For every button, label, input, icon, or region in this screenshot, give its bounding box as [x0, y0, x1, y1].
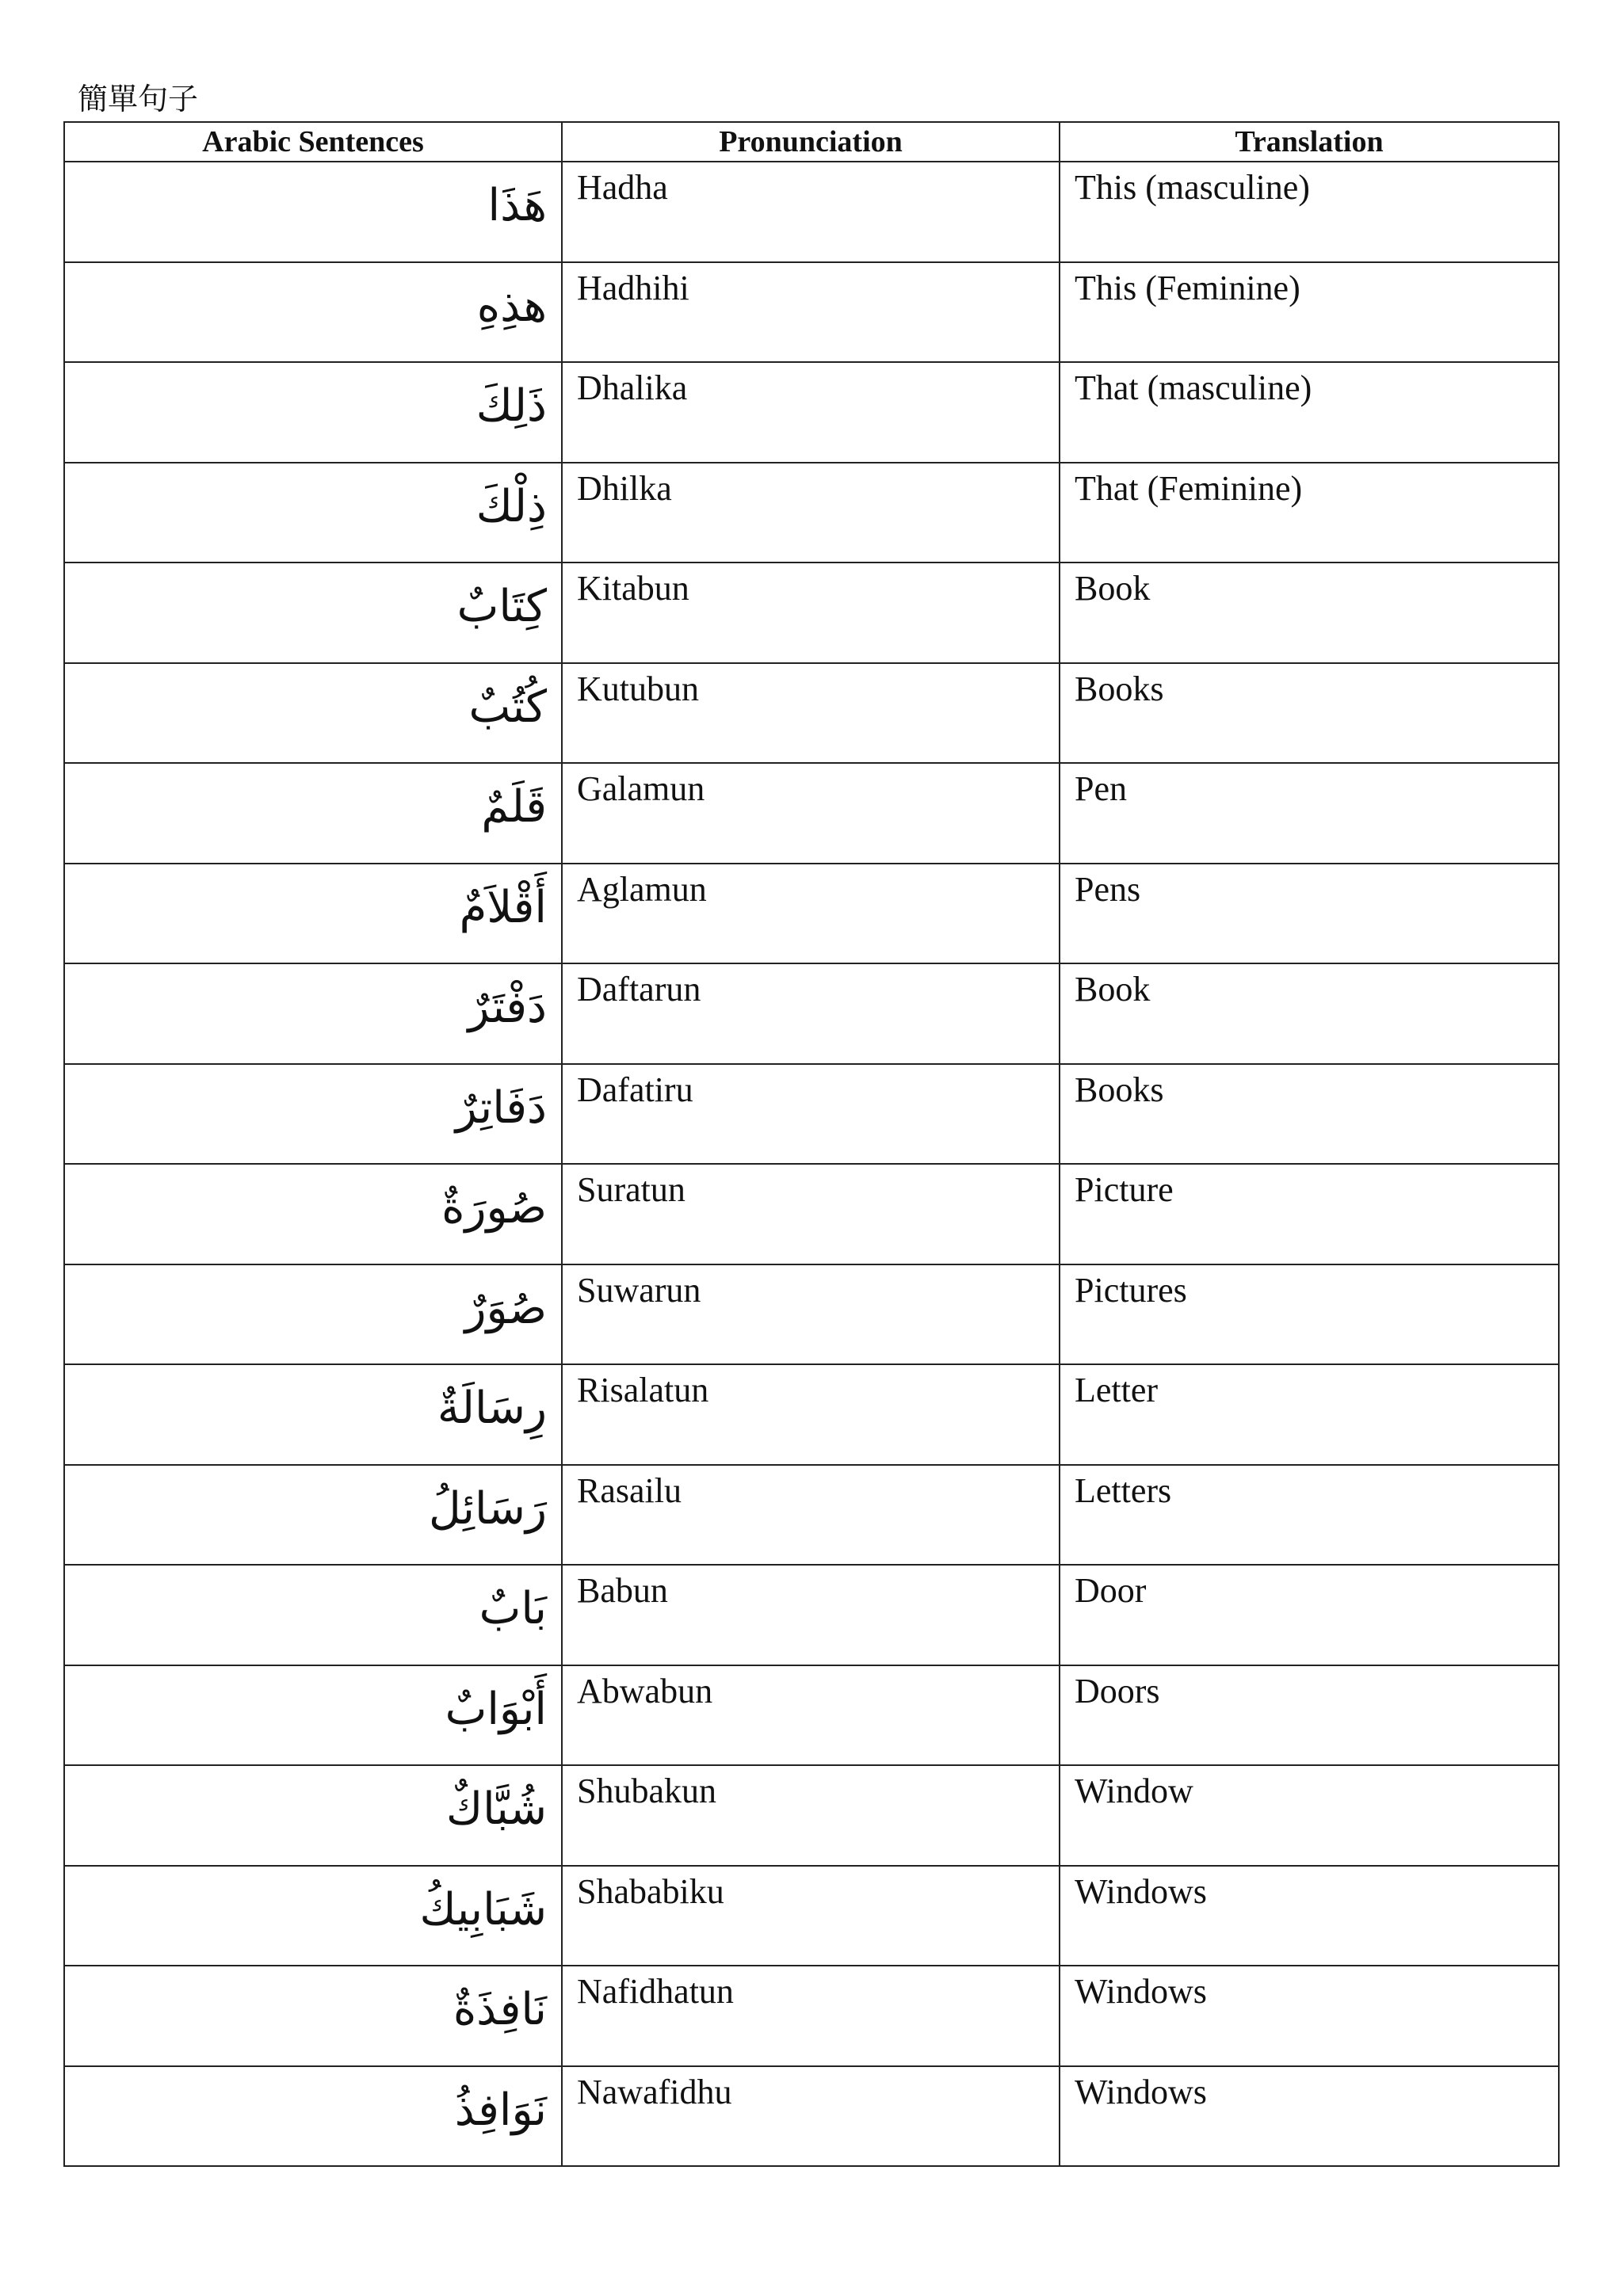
arabic-word-cell: رِسَالَةٌ [64, 1364, 562, 1465]
translation-cell: Letter [1060, 1364, 1559, 1465]
arabic-word-cell: دَفَاتِرٌ [64, 1064, 562, 1165]
arabic-word-cell: نَوَافِذُ [64, 2066, 562, 2167]
arabic-word-cell: هذِهِ [64, 262, 562, 363]
table-row [64, 1064, 1559, 1165]
table-row [64, 162, 1559, 262]
table-row [64, 663, 1559, 764]
table-row [64, 463, 1559, 563]
table-body [64, 162, 1559, 2166]
translation-cell: This (masculine) [1060, 162, 1559, 262]
table-row [64, 1665, 1559, 1766]
table-row [64, 1765, 1559, 1866]
pronunciation-cell: Daftarun [562, 963, 1060, 1064]
translation-cell: Books [1060, 663, 1559, 764]
table-row [64, 763, 1559, 864]
translation-cell: Windows [1060, 1866, 1559, 1966]
translation-cell: Books [1060, 1064, 1559, 1165]
translation-cell: That (Feminine) [1060, 463, 1559, 563]
table-row [64, 1465, 1559, 1566]
pronunciation-cell: Aglamun [562, 864, 1060, 964]
translation-cell: Door [1060, 1565, 1559, 1665]
pronunciation-cell: Kitabun [562, 563, 1060, 663]
table-row [64, 864, 1559, 964]
arabic-word-cell: كِتَابٌ [64, 563, 562, 663]
table-row [64, 1164, 1559, 1264]
translation-cell: Book [1060, 563, 1559, 663]
table-row [64, 1264, 1559, 1365]
table-row [64, 1866, 1559, 1966]
arabic-word-cell: أَبْوَابٌ [64, 1665, 562, 1766]
header-arabic-sentences: Arabic Sentences [64, 122, 562, 162]
table-row [64, 362, 1559, 463]
pronunciation-cell: Babun [562, 1565, 1060, 1665]
pronunciation-cell: Dhalika [562, 362, 1060, 463]
pronunciation-cell: Shubakun [562, 1765, 1060, 1866]
translation-cell: Pens [1060, 864, 1559, 964]
pronunciation-cell: Galamun [562, 763, 1060, 864]
pronunciation-cell: Shababiku [562, 1866, 1060, 1966]
pronunciation-cell: Risalatun [562, 1364, 1060, 1465]
arabic-word-cell: صُوَرٌ [64, 1264, 562, 1365]
translation-cell: Pictures [1060, 1264, 1559, 1365]
translation-cell: Doors [1060, 1665, 1559, 1766]
pronunciation-cell: Nafidhatun [562, 1966, 1060, 2066]
arabic-word-cell: رَسَائِلُ [64, 1465, 562, 1566]
header-translation: Translation [1060, 122, 1559, 162]
header-pronunciation: Pronunciation [562, 122, 1060, 162]
table-row [64, 1966, 1559, 2066]
arabic-word-cell: بَابٌ [64, 1565, 562, 1665]
translation-cell: This (Feminine) [1060, 262, 1559, 363]
pronunciation-cell: Hadha [562, 162, 1060, 262]
translation-cell: Letters [1060, 1465, 1559, 1566]
translation-cell: Picture [1060, 1164, 1559, 1264]
vocabulary-table [63, 121, 1560, 2167]
translation-cell: That (masculine) [1060, 362, 1559, 463]
pronunciation-cell: Abwabun [562, 1665, 1060, 1766]
pronunciation-cell: Dhilka [562, 463, 1060, 563]
arabic-word-cell: شَبَابِيكُ [64, 1866, 562, 1966]
arabic-word-cell: ذِلْكَ [64, 463, 562, 563]
pronunciation-cell: Kutubun [562, 663, 1060, 764]
pronunciation-cell: Nawafidhu [562, 2066, 1060, 2167]
table-header [64, 122, 1559, 162]
pronunciation-cell: Dafatiru [562, 1064, 1060, 1165]
translation-cell: Book [1060, 963, 1559, 1064]
arabic-word-cell: نَافِذَةٌ [64, 1966, 562, 2066]
arabic-word-cell: دَفْتَرٌ [64, 963, 562, 1064]
document-title: 簡單句子 [78, 82, 199, 116]
header-row [64, 122, 1559, 162]
table-row [64, 963, 1559, 1064]
arabic-word-cell: صُورَةٌ [64, 1164, 562, 1264]
table-row [64, 563, 1559, 663]
table-row [64, 2066, 1559, 2167]
table-row [64, 1364, 1559, 1465]
pronunciation-cell: Hadhihi [562, 262, 1060, 363]
arabic-word-cell: شُبَّاكٌ [64, 1765, 562, 1866]
translation-cell: Window [1060, 1765, 1559, 1866]
arabic-word-cell: هَذَا [64, 162, 562, 262]
translation-cell: Windows [1060, 1966, 1559, 2066]
table-row [64, 262, 1559, 363]
arabic-word-cell: أَقْلاَمٌ [64, 864, 562, 964]
pronunciation-cell: Suwarun [562, 1264, 1060, 1365]
arabic-word-cell: قَلَمٌ [64, 763, 562, 864]
arabic-word-cell: ذَلِكَ [64, 362, 562, 463]
translation-cell: Windows [1060, 2066, 1559, 2167]
pronunciation-cell: Suratun [562, 1164, 1060, 1264]
pronunciation-cell: Rasailu [562, 1465, 1060, 1566]
arabic-word-cell: كُتُبٌ [64, 663, 562, 764]
translation-cell: Pen [1060, 763, 1559, 864]
table-row [64, 1565, 1559, 1665]
